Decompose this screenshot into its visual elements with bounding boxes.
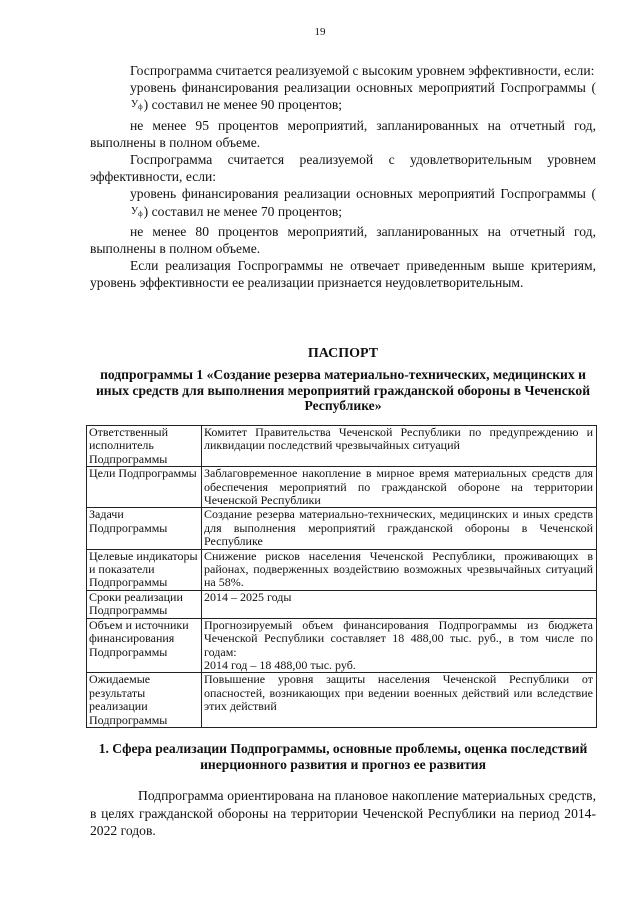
table-row: [87, 590, 597, 618]
symbol-sub: ф: [138, 103, 143, 112]
row-value: Создание резерва материально-технических, медицинских и иных средств для выполнения мероприятий гражданской обороны в Чеченской Республике: [202, 508, 597, 549]
symbol-sub: ф: [138, 209, 143, 218]
funding-volume-text: Прогнозируемый объем финансирования Подпрограммы из бюджета Чеченской Республики составляет 18 488,00 тыс. руб., в том числе по годам:: [204, 617, 593, 659]
paragraph-events-95: не менее 95 процентов мероприятий, запланированных на отчетный год, выполнены в полном объеме.: [90, 117, 596, 150]
funding-90-text-start: уровень финансирования реализации основных мероприятий Госпрограммы (: [130, 80, 596, 96]
paragraph-satisfactory-efficiency: Госпрограмма считается реализуемой с удовлетворительным уровнем эффективности, если:: [90, 152, 596, 185]
row-key: Ожидаемые результаты реализации Подпрограммы: [87, 673, 202, 728]
table-row: [87, 549, 597, 590]
paragraph-funding-70: [90, 185, 596, 222]
table-row: [87, 426, 597, 467]
funding-70-text-end: ) составил не менее 70 процентов;: [143, 203, 343, 219]
table-row: [87, 673, 597, 728]
page-number: 19: [314, 26, 326, 38]
paragraph-funding-90: [90, 79, 596, 116]
funding-90-text-end: ) составил не менее 90 процентов;: [143, 97, 343, 113]
funding-by-year-text: 2014 год – 18 488,00 тыс. руб.: [204, 657, 356, 672]
table-row: [87, 618, 597, 673]
row-value: Снижение рисков населения Чеченской Республики, проживающих в районах, подверженных воздействию возможных чрезвычайных ситуаций на 58%.: [202, 549, 597, 590]
row-value: 2014 – 2025 годы: [202, 590, 597, 618]
passport-title: ПАСПОРТ: [307, 346, 379, 361]
row-key: Задачи Подпрограммы: [87, 508, 202, 549]
row-value: Комитет Правительства Чеченской Республики по предупреждению и ликвидации последствий чрезвычайных ситуаций: [202, 426, 597, 467]
symbol-main: У: [131, 205, 139, 217]
symbol-main: У: [131, 99, 139, 111]
efficiency-symbol: [90, 96, 144, 116]
paragraph-unsatisfactory: Если реализация Госпрограммы не отвечает приведенным выше критериям, уровень эффективности ее реализации признается неудовлетворительным.: [90, 258, 596, 291]
section-paragraph: Подпрограмма ориентирована на плановое накопление материальных средств, в целях гражданской обороны на территории Чеченской Республики на период 2014-2022 годов.: [90, 788, 596, 838]
paragraph-events-80: не менее 80 процентов мероприятий, запланированных на отчетный год, выполнены в полном объеме.: [90, 223, 596, 257]
row-key: Ответственный исполнитель Подпрограммы: [87, 426, 202, 467]
row-key: Цели Подпрограммы: [87, 467, 202, 508]
table-row: [87, 467, 597, 508]
row-key: Объем и источники финансирования Подпрограммы: [87, 618, 202, 673]
efficiency-symbol: [90, 203, 144, 223]
table-row: [87, 508, 597, 549]
row-key: Целевые индикаторы и показатели Подпрограммы: [87, 549, 202, 590]
row-value: Повышение уровня защиты населения Чеченской Республики от опасностей, возникающих при ведении военных действий или вследствие этих действий: [202, 673, 597, 728]
paragraph-high-efficiency: Госпрограмма считается реализуемой с высоким уровнем эффективности, если:: [130, 63, 595, 78]
row-value: Заблаговременное накопление в мирное время материальных средств для обеспечения мероприятий по гражданской обороне на территории Чеченской Республики: [202, 467, 597, 508]
section-body: [90, 787, 596, 840]
funding-70-text-start: уровень финансирования реализации основных мероприятий Госпрограммы (: [130, 186, 596, 202]
passport-subtitle: подпрограммы 1 «Создание резерва материально-технических, медицинских и иных средств для выполнения мероприятий гражданской обороны в Чеченской Республике»: [95, 367, 591, 413]
row-key: Сроки реализации Подпрограммы: [87, 590, 202, 618]
row-value: [202, 618, 597, 673]
section-heading: 1. Сфера реализации Подпрограммы, основные проблемы, оценка последствий инерционного развития и прогноз ее развития: [98, 741, 588, 772]
passport-table: [86, 425, 597, 728]
efficiency-criteria-text: [90, 62, 596, 292]
